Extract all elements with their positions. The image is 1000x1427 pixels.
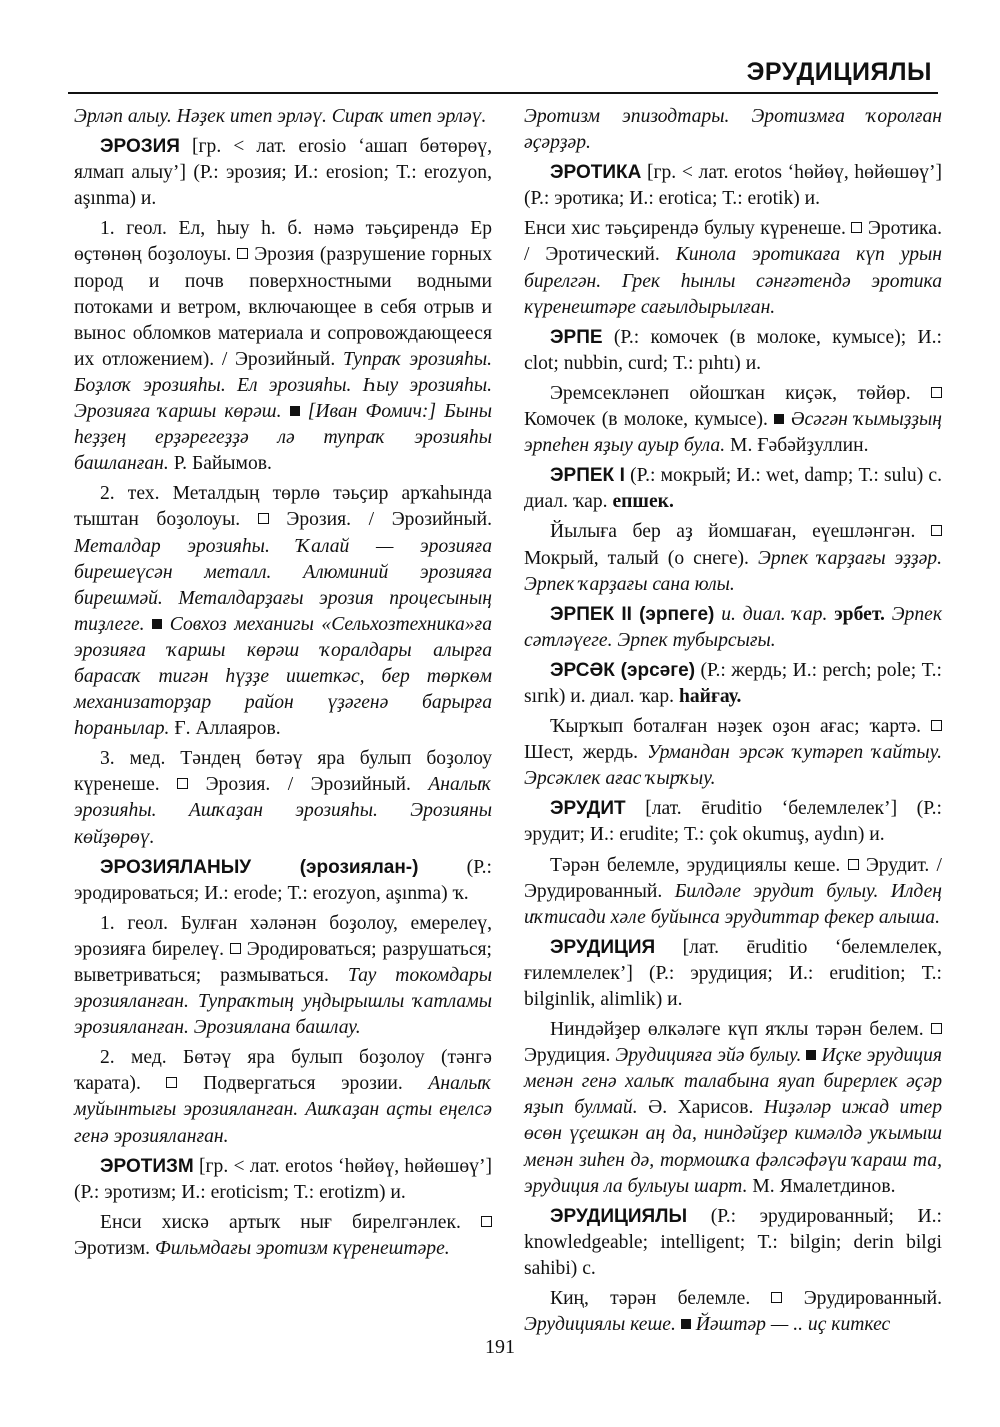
definition: 1. геол. Ел, һыу һ. б. нәмә тәьҫирендә Ер өҫтөнөң боҙолоуы. [74,218,492,266]
definition: 3. мед. Тәндең бөтәү яра булып боҙолоу күренеше. [74,748,492,796]
example: Эрудициялы кеше. [524,1314,676,1336]
definition: Киң, тәрән белемле. [550,1288,751,1310]
entry-erpek-1 [524,463,942,515]
hollow-square-icon [771,1292,782,1303]
hollow-square-icon [237,248,248,259]
russian-equivalent: Комочек (в молоке, кумысе). [524,409,768,431]
entry-ersek [524,658,942,710]
definition: 2. тех. Металдың төрлө тәьҫир арҡаһында тыштан боҙолоуы. [74,483,492,531]
entry-erotika [524,160,942,212]
headword: ЭРУДИТ [550,798,626,820]
hollow-square-icon [931,720,942,731]
sense-2 [74,1045,492,1149]
etymology: [гр. < лат. erotos ‘һөйөү, һөйөшөү’] (Р.: эротизм; И.: eroticism; Т.: erotizm) и. [74,1155,493,1203]
quote: [Иван Фомич:] Быны һеҙҙең ерҙәрегеҙҙә лә тупраҡ эрозияһы башланған. [74,401,493,475]
hollow-square-icon [848,859,859,870]
russian-equivalent: Эрудит. / Эрудированный. [524,854,942,902]
entry-erotizm [74,1154,492,1206]
definition: Тәрән белемле, эрудициялы кеше. [550,854,841,876]
quote-author: М. Ямалетдинов. [752,1175,896,1197]
russian-equivalent: Эрозия. / Эрозийный. [286,509,493,531]
sense-2 [74,481,492,742]
filled-square-icon [152,619,162,629]
example: Тау токомдары эрозияланған. Тупраҡтың уңдырышлы ҡатламы эрозияланған. Эрозиялана башлау. [74,965,492,1039]
left-column [74,104,492,1266]
example: Эрпек ҡарҙағы эҙҙәр. Эрпек ҡарҙағы сана юлы. [524,547,943,595]
quote-author: Ғ. Аллаяров. [174,718,281,740]
headword: ЭРУДИЦИЯ [550,936,656,958]
headword: ЭРСӘК (эрсәге) [550,659,696,681]
definition: Ҡырҡып боталған нәҙек оҙон ағас; ҡартә. [550,716,922,738]
headword: ЭРПЕК I [550,465,625,487]
example: Эрудицияға эйә булыу. [615,1045,802,1067]
quote: Совхоз механигы «Сельхозтехника»ға эрозияға ҡаршы көрәш ҡоралдары алырға барасаҡ тигән һүҙҙе ишеткәс, бер төркөм механизаторҙар район үҙәгенә барырға һоранылар. [74,613,492,740]
sense [524,1286,942,1338]
example: Эрпек сәтләүеге. Эрпек тубырсығы. [524,603,943,651]
russian-equivalent: Эродироваться; разрушаться; выветриваться; размываться. [74,938,492,986]
etymology: (Р.: мокрый; И.: wet, damp; Т.: sulu) с. диал. ҡар. [524,465,942,513]
entry-erozia [74,134,492,212]
right-column [524,104,942,1342]
hollow-square-icon [931,1023,942,1034]
sense [524,1017,942,1200]
definition: Енси хискә артыҡ нығ бирелгәнлек. [100,1211,461,1233]
russian-equivalent: Шест, жердь. [524,742,639,764]
example: Кинола эротикаға күп урын бирелгән. Грек һынлы сәнғәтендә эротика күренештәре сағылдырылған. [524,244,942,318]
sense-1 [74,911,492,1041]
russian-equivalent: Эрудиция. [524,1045,611,1067]
entry-erudit [524,796,942,848]
etymology: [гр. < лат. erotos ‘һөйөү, һөйөшөү’] (Р.: эротика; И.: erotica; Т.: erotik) и. [524,162,942,210]
etymology: и. диал. ҡар. [721,603,828,625]
russian-equivalent: Эрудированный. [803,1288,942,1310]
entry-erpe [524,325,942,377]
etymology: [лат. ēruditio ‘белемлелек’] (Р.: эрудит; И.: erudite; Т.: çok okumuş, aydın) и. [524,798,942,846]
filled-square-icon [806,1050,816,1060]
entry-continuation: Эротизм эпизодтары. Эротизмға ҡоролған әҫәрҙәр. [524,106,942,154]
hollow-square-icon [931,525,942,536]
etymology: [гр. < лат. erosio ‘ашап бөтөрөү, ялмап алыу’] (Р.: эрозия; И.: erosion; Т.: erozyon, aşınma) и. [74,136,492,210]
entry-erozialanyu [74,855,492,907]
example: Фильмдағы эротизм күренештәре. [155,1237,450,1259]
etymology: (Р.: жердь; И.: perch; pole; Т.: sırık) и. диал. ҡар. [524,659,942,707]
example: Металдар эрозияһы. Ҡалай — эрозияға бирешеүсән металл. Алюминий эрозияға бирешмәй. Металдарҙағы эрозия процесының тиҙлеге. [74,535,492,635]
quote-author: М. Ғәбәйҙуллин. [730,435,869,457]
definition: Эремсекләнеп ойошҡан киҫәк, төйөр. [550,382,911,404]
entry-erudicia [524,935,942,1013]
hollow-square-icon [177,778,188,789]
hollow-square-icon [258,513,269,524]
etymology: (Р.: эродироваться; И.: erode; Т.: erozyon, aşınma) ҡ. [74,856,492,904]
quote-author: Р. Байымов. [173,453,272,475]
sense [524,519,942,597]
etymology: (Р.: эрудированный; И.: knowledgeable; intelligent; Т.: bilgin; derin bilgi sahibi) с. [524,1205,943,1279]
etymology: [лат. ēruditio ‘белемлелек, ғилемлелек’] (Р.: эрудиция; И.: erudition; Т.: bilginlik, alimlik) и. [524,936,942,1010]
filled-square-icon [681,1319,691,1329]
entry-erpek-2 [524,602,942,654]
headword: ЭРОТИЗМ [100,1155,194,1177]
definition: Йылыға бер аҙ йомшаған, еүешләнгән. [550,521,916,543]
headword: ЭРУДИЦИЯЛЫ [550,1205,688,1227]
russian-equivalent: Мокрый, талый (о снеге). [524,547,749,569]
hollow-square-icon [931,387,942,398]
russian-equivalent: Эротика. / Эротический. [524,218,942,266]
definition: Ниндәйҙер өлкәләге күп яҡлы тәрән белем. [550,1019,924,1041]
running-header-title: ЭРУДИЦИЯЛЫ [746,58,932,86]
quote: Ниҙәләр ижад итер өсөн үҫешкән аң да, ниндәйҙер кимәлдә уҡымыш менән зиһен дә, тормошҡа фәлсәфәүи ҡараш та, эрудиция ла булыуы шарт. [524,1097,942,1197]
definition: Енси хис тәьҫирендә булыу күренеше. [524,218,846,240]
sense-1 [74,216,492,477]
filled-square-icon [774,414,784,424]
example: Билдәле эрудит булыу. Илдең иҡтисади хәле буйынса эрудиттар фекер алыша. [524,880,942,928]
definition: 2. мед. Бөтәү яра булып боҙолоу (тәнгә ҡарата). [74,1047,492,1095]
header-divider [68,92,938,94]
headword: ЭРОТИКА [550,162,642,184]
entry-continuation: Эрләп алыу. Нәҙек итеп эрләү. Сираҡ итеп эрләү. [74,106,487,127]
quote-author: Ә. Харисов. [648,1097,754,1119]
cross-reference: һайғау. [678,685,742,707]
russian-equivalent: Эрозия (разрушение горных пород и почв поверхностными водными потоками и ветром, включающее в себя отрыв и вынос обломков материала и сопровождающееся их отложением). / Эрозийный. [74,244,492,370]
headword: ЭРПЕК II (эрпеге) [550,603,715,625]
headword: ЭРОЗИЯЛАНЫУ (эрозиялан-) [100,856,419,878]
definition: 1. геол. Булған хәләнән боҙолоу, емерелеү, эрозияға бирелеү. [74,912,492,960]
sense-3 [74,746,492,850]
cross-reference: эрбет. [834,603,885,625]
example: Тупраҡ эрозияһы. Боҙлоҡ эрозияһы. Ел эрозияһы. Һыу эрозияһы. Эрозияға ҡаршы көрәш. [74,348,492,423]
quote: Иҫке эрудиция менән генә халыҡ талабына яуап бирерлек әҫәр яҙып булмай. [524,1045,942,1119]
hollow-square-icon [230,943,241,954]
sense [524,853,942,931]
hollow-square-icon [851,222,862,233]
sense [524,216,942,320]
etymology: (Р.: комочек (в молоке, кумысе); И.: clot; nubbin, curd; Т.: pıhtı) и. [524,326,942,374]
sense [524,381,942,459]
cross-reference: епшек. [612,491,674,513]
quote: Әсәгән ҡымыҙҙың эрпеһен яҙыу ауыр була. [524,409,942,457]
hollow-square-icon [166,1077,177,1088]
headword: ЭРПЕ [550,326,603,348]
example: Урмандан эрсәк ҡутәреп ҡайтыу. Эрсәклек ағас ҡырҡыу. [524,742,943,790]
quote: Йәштәр — .. иҫ киткес [695,1314,891,1336]
filled-square-icon [290,406,300,416]
hollow-square-icon [481,1216,492,1227]
sense-1 [74,1210,492,1262]
russian-equivalent: Подвергаться эрозии. [203,1073,403,1095]
example: Аналыҡ эрозияһы. Ашҡаҙан эрозияһы. Эрозияны көйҙөрөү. [74,774,492,848]
russian-equivalent: Эрозия. / Эрозийный. [205,774,411,796]
entry-erudicialy [524,1204,942,1282]
headword: ЭРОЗИЯ [100,136,180,158]
example: Аналыҡ муйынтығы эрозияланған. Ашҡаҙан аҫты еңелсә генә эрозияланған. [74,1073,493,1147]
sense [524,714,942,792]
page-number: 191 [485,1336,515,1358]
russian-equivalent: Эротизм. [74,1237,151,1259]
